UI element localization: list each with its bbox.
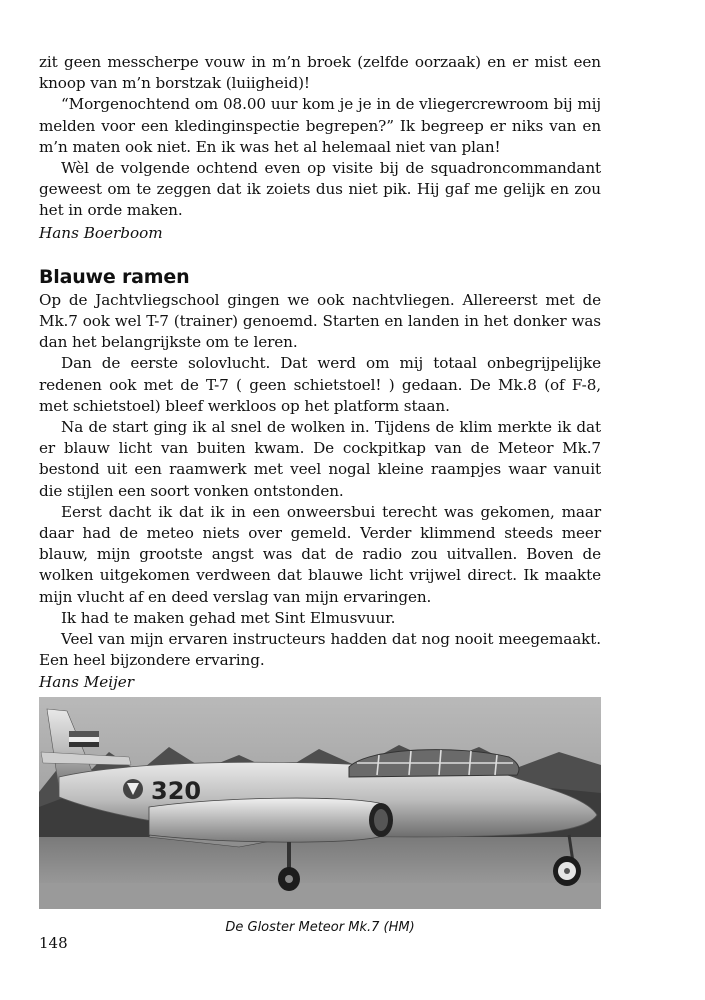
aircraft-photo xyxy=(39,697,601,909)
story2-paragraph: Op de Jachtvliegschool gingen we ook nachtvliegen. Allereerst met de Mk.7 ook wel T-7 (trainer) genoemd. Starten en landen in het donker was dan het belangrijkste om te leren. xyxy=(39,290,601,352)
story2-paragraph: Dan de eerste solovlucht. Dat werd om mij totaal onbegrijpelijke redenen ook met de T-7 ( geen schietstoel! ) gedaan. De Mk.8 (of F-8, met schietstoel) bleef werkloos op het platform staan. xyxy=(39,354,601,415)
story1-paragraph: zit geen messcherpe vouw in m’n broek (zelfde oorzaak) en er mist een knoop van m’n borstzak (luiigheid)! xyxy=(39,53,601,93)
story1-paragraph: Wèl de volgende ochtend even op visite bij de squadroncommandant geweest om te zeggen dat ik zoiets dus niet pik. Hij gaf me gelijk en zou het in orde maken. xyxy=(39,159,601,220)
story2-paragraph: Na de start ging ik al snel de wolken in. Tijdens de klim merkte ik dat er blauw licht van buiten kwam. De cockpitkap van de Meteor Mk.7 bestond uit een raamwerk met veel nogal kleine raampjes waar vanuit die stijlen een soort vonken ontstonden. xyxy=(39,418,601,500)
photo-caption: De Gloster Meteor Mk.7 (HM) xyxy=(225,919,415,935)
tail-number: 320 xyxy=(151,776,202,805)
page-number: 148 xyxy=(39,934,68,952)
page-content xyxy=(39,52,601,935)
section-heading: Blauwe ramen xyxy=(39,265,190,288)
story1-paragraph: “Morgenochtend om 08.00 uur kom je je in de vliegercrewroom bij mij melden voor een kledinginspectie begrepen?” Ik begreep er niks van en m’n maten ook niet. En ik was het al helemaal niet van plan! xyxy=(39,95,601,156)
story2-paragraph: Eerst dacht ik dat ik in een onweersbui terecht was gekomen, maar daar had de meteo niets over gemeld. Verder klimmend steeds meer blauw, mijn grootste angst was dat de radio zou uitvallen. Boven de wolken uitgekomen verdween dat blauwe licht vrijwel direct. Ik maakte mijn vlucht af en deed verslag van mijn ervaringen. xyxy=(39,502,601,606)
story2-author: Hans Meijer xyxy=(39,673,135,692)
story2-paragraph: Veel van mijn ervaren instructeurs hadden dat nog nooit meegemaakt. Een heel bijzondere ervaring. xyxy=(39,630,601,670)
story2-paragraph: Ik had te maken gehad met Sint Elmusvuur. xyxy=(61,608,396,627)
story1-author: Hans Boerboom xyxy=(39,223,163,242)
